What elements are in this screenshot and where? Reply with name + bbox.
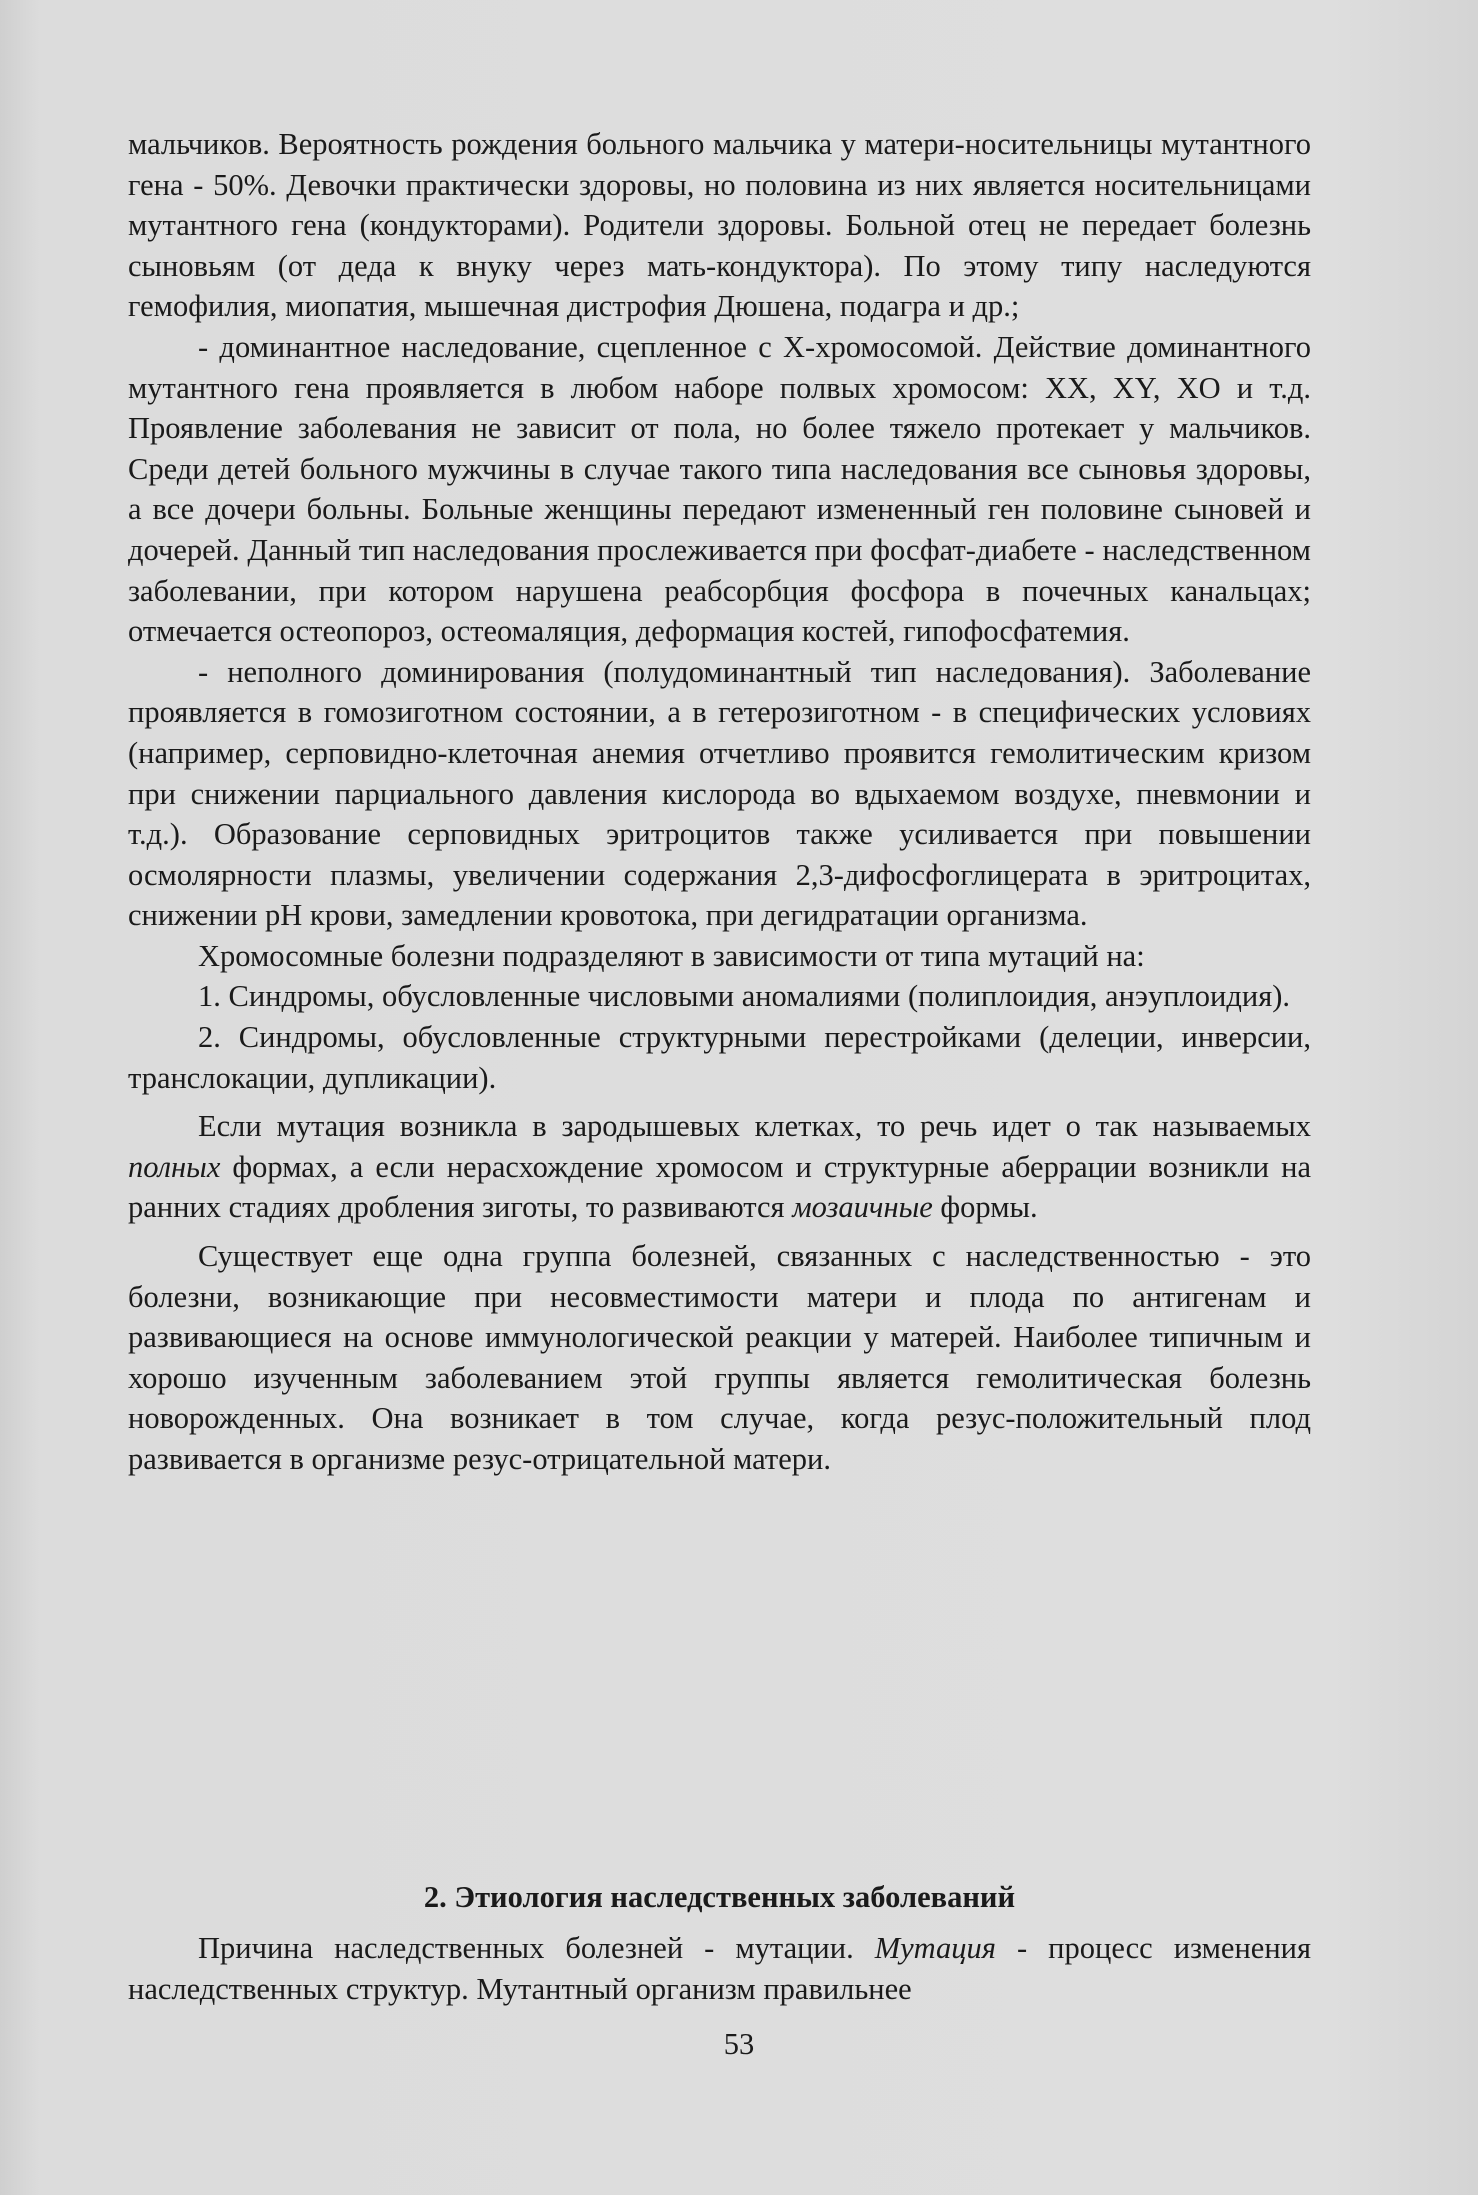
mutation-italic-full: полных (128, 1149, 221, 1184)
paragraph-chromosomal-intro: Хромосомные болезни подразделяют в зависимости от типа мутаций на: (198, 938, 1145, 973)
list-item-numerical-anomalies: 1. Синдромы, обусловленные числовыми аномалиями (полиплоидия, анэуплоидия). (198, 979, 1291, 1014)
page-number: 53 (723, 2027, 755, 2061)
body-text (128, 124, 1311, 1480)
mutation-italic-mosaic: мозаичные (792, 1190, 933, 1225)
paragraph-x-dominant: - доминантное наследование, сцепленное с Х-хромосомой. Действие доминантного мутантного гена проявляется в любом наборе полвых хромосом: XX, XY, XO и т.д. Проявление заболевания не зависит от пола, но более тяжело протекает у мальчиков. Среди детей больного мужчины в случае такого типа наследования все сыновья здоровы, а все дочери больны. Больные женщины передают измененный ген половине сыновей и дочерей. Данный тип наследования прослеживается при фосфат-диабете - наследственном заболевании, при котором нарушена реабсорбция фосфора в почечных канальцах; отмечается остеопороз, остеомаляция, деформация костей, гипофосфатемия. (128, 329, 1311, 649)
paragraph-etiology (128, 1928, 1311, 2009)
mutation-text-2: формах, а если нерасхождение хромосом и структурные аберрации возникли на ранних стадиях дробления зиготы, то развиваются (128, 1149, 1311, 1225)
etiology-text-2: - процесс изменения наследственных структур. Мутантный организм правильнее (128, 1931, 1312, 2006)
body-text-etiology (128, 1928, 1311, 2009)
mutation-text-3: формы. (932, 1190, 1038, 1225)
paragraph-mutation-forms (128, 1106, 1311, 1228)
paragraph-x-recessive-continuation: мальчиков. Вероятность рождения больного мальчика у матери-носительницы мутантного гена - 50%. Девочки практически здоровы, но половина из них является носительницами мутантного гена (кондукторами). Родители здоровы. Больной отец не передает болезнь сыновьям (от деда к внуку через мать-кондуктора). По этому типу наследуются гемофилия, миопатия, мышечная дистрофия Дюшена, подагра и др.; (128, 127, 1311, 324)
paragraph-immunological: Существует еще одна группа болезней, связанных с наследственностью - это болезни, возникающие при несовместимости матери и плода по антигенам и развивающиеся на основе иммунологической реакции у матерей. Наиболее типичным и хорошо изученным заболеванием этой группы является гемолитическая болезнь новорожденных. Она возникает в том случае, когда резус-положительный плод развивается в организме резус-отрицательной матери. (128, 1239, 1311, 1476)
section-heading: 2. Этиология наследственных заболеваний (423, 1880, 1016, 1914)
mutation-text-1: Если мутация возникла в зародышевых клетках, то речь идет о так называемых (198, 1109, 1311, 1144)
paragraph-incomplete-dominance: - неполного доминирования (полудоминантный тип наследования). Заболевание проявляется в гомозиготном состоянии, а в гетерозиготном - в специфических условиях (например, серповидно-клеточная анемия отчетливо проявится гемолитическим кризом при снижении парциального давления кислорода во вдыхаемом воздухе, пневмонии и т.д.). Образование серповидных эритроцитов также усиливается при повышении осмолярности плазмы, увеличении содержания 2,3-дифосфоглицерата в эритроцитах, снижении pH крови, замедлении кровотока, при дегидратации организма. (128, 654, 1311, 933)
etiology-text-1: Причина наследственных болезней - мутации. (198, 1931, 875, 1965)
list-item-structural-rearrangements: 2. Синдромы, обусловленные структурными перестройками (делеции, инверсии, транслокации, дупликации). (128, 1020, 1311, 1095)
etiology-italic-mutation: Мутация (874, 1931, 996, 1965)
